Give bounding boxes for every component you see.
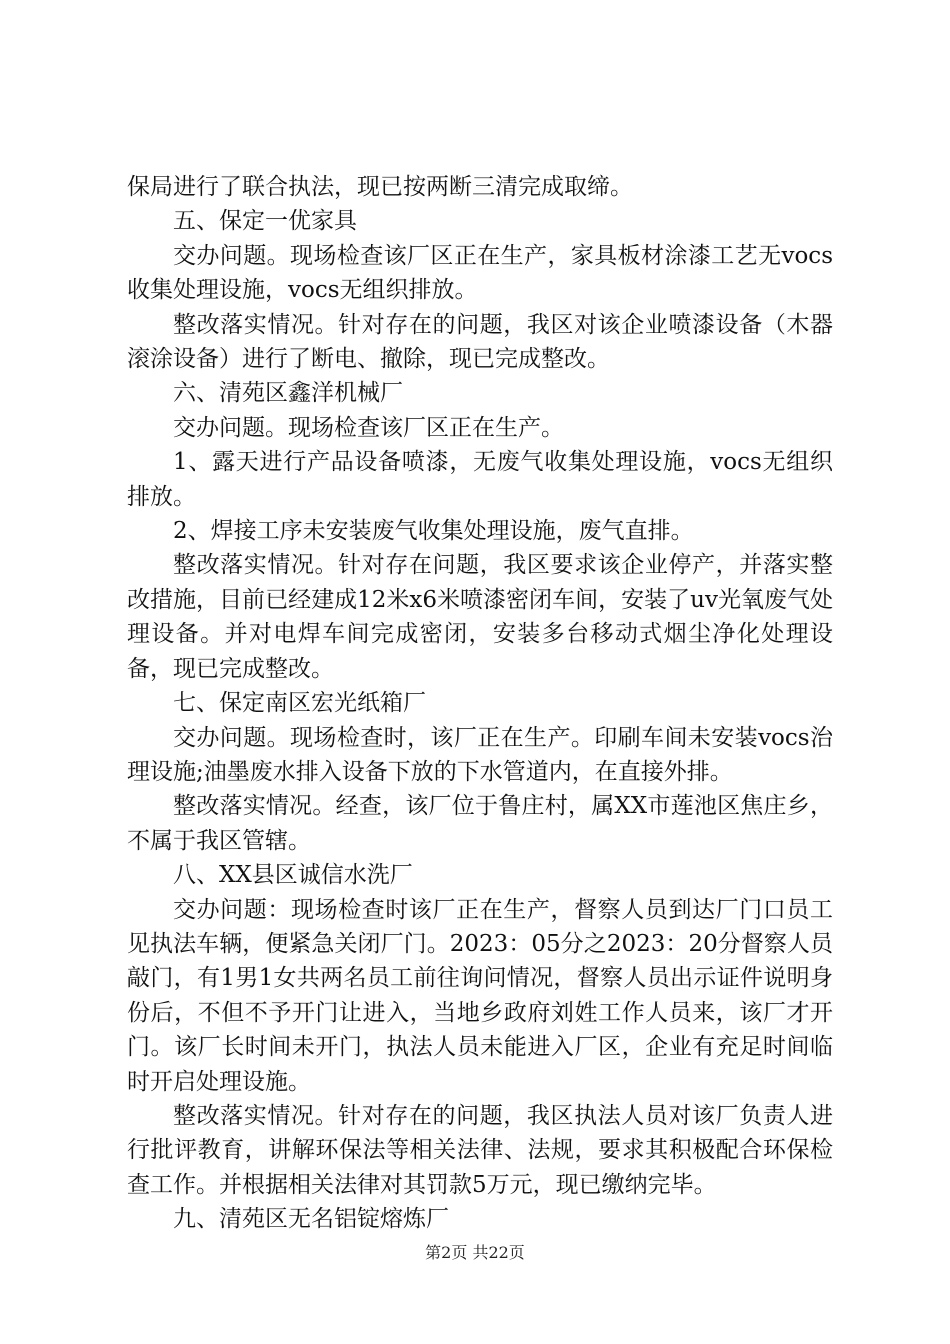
paragraph-continuation: 保局进行了联合执法，现已按两断三清完成取缔。 xyxy=(127,174,633,200)
paragraph-rectification-5: 整改落实情况。针对存在的问题，我区对该企业喷漆设备（木器滚涂设备）进行了断电、撤除，现已完成整改。 xyxy=(127,311,833,373)
paragraph-issue-6-item-1: 1、露天进行产品设备喷漆，无废气收集处理设施，vocs无组织排放。 xyxy=(127,449,833,510)
paragraph-issue-6: 交办问题。现场检查该厂区正在生产。 xyxy=(173,414,564,441)
paragraph-rectification-7: 整改落实情况。经查，该厂位于鲁庄村，属XX市莲池区焦庄乡，不属于我区管辖。 xyxy=(127,793,833,854)
paragraph-issue-7: 交办问题。现场检查时，该厂正在生产。印刷车间未安装vocs治理设施;油墨废水排入设备下放的下水管道内，在直接外排。 xyxy=(127,724,833,785)
section-heading-9: 九、清苑区无名铝锭熔炼厂 xyxy=(173,1206,449,1233)
paragraph-rectification-8: 整改落实情况。针对存在的问题，我区执法人员对该厂负责人进行批评教育，讲解环保法等相关法律、法规，要求其积极配合环保检查工作。并根据相关法律对其罚款5万元，现已缴纳完毕。 xyxy=(127,1102,833,1198)
page-footer: 第2页 共22页 xyxy=(425,1243,525,1262)
section-heading-8: 八、XX县区诚信水洗厂 xyxy=(173,862,413,889)
document-body xyxy=(127,170,833,1237)
paragraph-rectification-6: 整改落实情况。针对存在问题，我区要求该企业停产，并落实整改措施，目前已经建成12米x6米喷漆密闭车间，安装了uv光氧废气处理设备。并对电焊车间完成密闭，安装多台移动式烟尘净化处理设备，现已完成整改。 xyxy=(127,552,833,682)
section-heading-7: 七、保定南区宏光纸箱厂 xyxy=(173,690,426,717)
section-heading-6: 六、清苑区鑫洋机械厂 xyxy=(173,380,403,407)
paragraph-issue-6-item-2: 2、焊接工序未安装废气收集处理设施，废气直排。 xyxy=(173,518,694,545)
paragraph-issue-8: 交办问题：现场检查时该厂正在生产，督察人员到达厂门口员工见执法车辆，便紧急关闭厂门。2023：05分之2023：20分督察人员敲门，有1男1女共两名员工前往询问情况，督察人员出示证件说明身份后，不但不予开门让进入，当地乡政府刘姓工作人员来，该厂才开门。该厂长时间未开门，执法人员未能进入厂区，企业有充足时间临时开启处理设施。 xyxy=(127,896,833,1095)
section-heading-5: 五、保定一优家具 xyxy=(173,208,357,235)
paragraph-issue-5: 交办问题。现场检查该厂区正在生产，家具板材涂漆工艺无vocs收集处理设施，vocs无组织排放。 xyxy=(127,242,833,304)
